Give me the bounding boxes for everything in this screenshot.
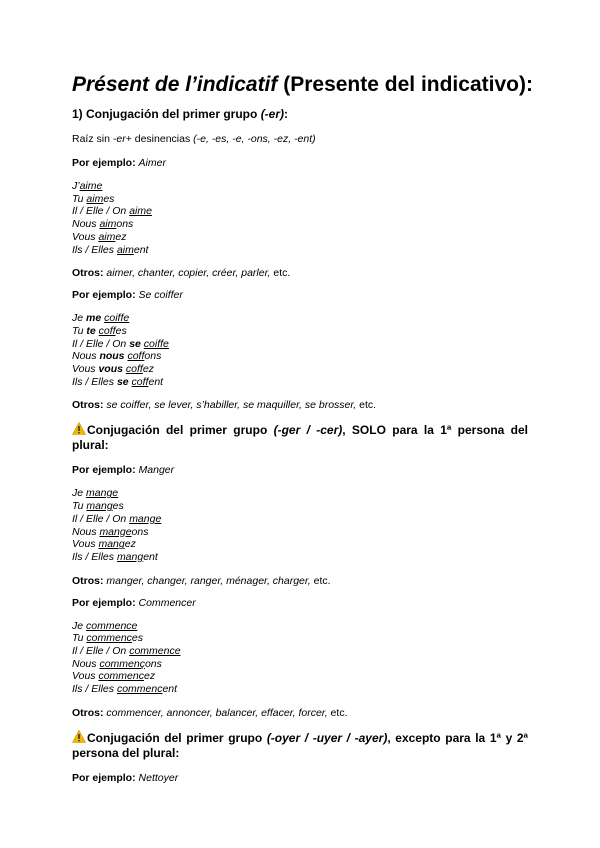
verb-ending: ent bbox=[143, 550, 158, 563]
pronoun: Ils / Elles bbox=[72, 683, 117, 696]
heading-suffix: : bbox=[284, 107, 289, 121]
heading-suffix: , SOLO para la 1ª persona del plural: bbox=[72, 423, 528, 453]
example-label: Por ejemplo: bbox=[72, 771, 136, 784]
section-3-heading bbox=[72, 730, 528, 761]
title-spanish: (Presente del indicativo): bbox=[277, 73, 533, 96]
verb-stem: coff bbox=[131, 375, 149, 388]
root-rule bbox=[72, 132, 528, 146]
pronoun: Je bbox=[72, 487, 87, 500]
heading-text: 1) Conjugación del primer grupo bbox=[72, 107, 261, 121]
pronoun: Il / Elle / On bbox=[72, 645, 130, 658]
others-etc: etc. bbox=[327, 706, 348, 719]
pronoun: Il / Elle / On bbox=[72, 337, 130, 350]
verb-stem: coff bbox=[98, 324, 116, 337]
others-line bbox=[72, 574, 528, 588]
others-etc: etc. bbox=[356, 399, 377, 412]
example-verb: Manger bbox=[138, 464, 175, 477]
verb-ending: ons bbox=[144, 350, 162, 363]
verb-stem: aim bbox=[98, 230, 116, 243]
verb-ending: es bbox=[112, 500, 124, 513]
conj-row bbox=[72, 205, 528, 218]
conj-row bbox=[72, 538, 528, 551]
verb-stem: commenç bbox=[99, 657, 145, 670]
conj-row bbox=[72, 500, 528, 513]
others-etc: etc. bbox=[310, 574, 331, 587]
example-verb: Nettoyer bbox=[138, 771, 179, 784]
example-label: Por ejemplo: bbox=[72, 464, 136, 477]
pronoun: J’ bbox=[72, 180, 80, 192]
others-list: manger, changer, ranger, ménager, charger, bbox=[106, 574, 311, 587]
example-label: Por ejemplo: bbox=[72, 157, 136, 169]
example-line bbox=[72, 463, 528, 477]
example-line bbox=[72, 156, 528, 170]
reflexive-pronoun: nous bbox=[99, 350, 125, 363]
example-verb: Commencer bbox=[138, 596, 196, 609]
example-verb: Aimer bbox=[138, 157, 166, 169]
others-label: Otros: bbox=[72, 706, 104, 719]
others-label: Otros: bbox=[72, 574, 104, 587]
verb-ending: es bbox=[131, 632, 144, 645]
conjugation-table bbox=[72, 312, 528, 388]
others-line bbox=[72, 266, 528, 280]
reflexive-pronoun: te bbox=[86, 324, 96, 337]
conj-row bbox=[72, 551, 528, 564]
verb-stem: mang bbox=[86, 500, 113, 513]
verb-ending: ons bbox=[131, 525, 149, 538]
warning-icon bbox=[72, 730, 86, 743]
conj-row bbox=[72, 632, 528, 645]
others-list: aimer, chanter, copier, créer, parler, bbox=[106, 267, 271, 280]
conj-row bbox=[72, 513, 528, 526]
pronoun: Vous bbox=[72, 670, 99, 683]
verb-ending: ez bbox=[124, 538, 136, 551]
verb-ending: es bbox=[115, 324, 127, 337]
reflexive-pronoun: vous bbox=[98, 363, 123, 376]
others-etc: etc. bbox=[270, 267, 291, 280]
heading-suffix: , excepto para la 1ª y 2ª persona del plural: bbox=[72, 730, 528, 760]
pronoun: Vous bbox=[72, 538, 99, 551]
heading-text: Conjugación del primer grupo bbox=[87, 730, 267, 745]
verb-stem: commenc bbox=[116, 683, 163, 696]
example-verb: Se coiffer bbox=[138, 289, 183, 302]
pronoun: Il / Elle / On bbox=[72, 205, 130, 218]
pronoun: Ils / Elles bbox=[72, 375, 117, 388]
root-endings: (-e, -es, -e, -ons, -ez, -ent) bbox=[193, 133, 316, 145]
pronoun: Il / Elle / On bbox=[72, 512, 130, 525]
conj-row bbox=[72, 231, 528, 244]
verb-ending: ez bbox=[143, 670, 156, 683]
conj-row bbox=[72, 363, 528, 376]
root-text: Raíz sin bbox=[72, 133, 113, 145]
section-1-heading bbox=[72, 107, 528, 122]
reflexive-pronoun: se bbox=[116, 375, 129, 388]
conj-row bbox=[72, 658, 528, 671]
verb-ending: ons bbox=[116, 218, 134, 231]
verb-stem: commenc bbox=[98, 670, 144, 683]
others-label: Otros: bbox=[72, 399, 104, 412]
reflexive-pronoun: se bbox=[129, 337, 141, 350]
others-label: Otros: bbox=[72, 267, 104, 280]
others-line bbox=[72, 706, 528, 720]
example-line bbox=[72, 288, 528, 302]
others-line bbox=[72, 398, 528, 412]
conjugation-table bbox=[72, 180, 528, 256]
verb-stem: aim bbox=[116, 243, 134, 256]
warning-icon bbox=[72, 422, 86, 435]
conjugation-table bbox=[72, 620, 528, 696]
conj-row bbox=[72, 325, 528, 338]
conj-row bbox=[72, 193, 528, 206]
conj-row bbox=[72, 620, 528, 633]
root-mid: + desinencias bbox=[125, 133, 194, 145]
conj-row bbox=[72, 218, 528, 231]
pronoun: Nous bbox=[72, 657, 100, 670]
verb-ending: ez bbox=[142, 363, 154, 376]
root-term: -er bbox=[112, 133, 126, 145]
heading-term: (-ger / -cer) bbox=[273, 423, 343, 438]
conj-row bbox=[72, 338, 528, 351]
pronoun: Tu bbox=[72, 500, 87, 513]
conjugation-table bbox=[72, 487, 528, 563]
example-label: Por ejemplo: bbox=[72, 596, 136, 609]
verb-ending: ons bbox=[144, 657, 162, 670]
conj-row bbox=[72, 683, 528, 696]
heading-text: Conjugación del primer grupo bbox=[87, 423, 274, 438]
pronoun: Ils / Elles bbox=[72, 243, 117, 256]
verb-stem: aim bbox=[99, 218, 117, 231]
pronoun: Tu bbox=[72, 192, 87, 205]
page-title bbox=[72, 72, 533, 98]
pronoun: Je bbox=[72, 312, 87, 325]
verb-stem: mang bbox=[116, 550, 144, 563]
conj-row bbox=[72, 244, 528, 257]
verb-ending: ent bbox=[133, 243, 149, 256]
conj-row bbox=[72, 180, 528, 193]
pronoun: Je bbox=[72, 619, 87, 632]
verb-stem: commence bbox=[86, 619, 138, 632]
pronoun: Tu bbox=[72, 324, 87, 337]
conj-row bbox=[72, 376, 528, 389]
verb-stem: mange bbox=[99, 525, 132, 538]
verb-stem: commence bbox=[129, 645, 181, 658]
conj-row bbox=[72, 526, 528, 539]
verb-ending: es bbox=[103, 192, 115, 205]
example-line bbox=[72, 596, 528, 610]
example-line bbox=[72, 771, 528, 785]
section-2-heading bbox=[72, 422, 528, 453]
reflexive-pronoun: me bbox=[86, 312, 102, 325]
verb-ending: ez bbox=[115, 230, 127, 243]
others-list: se coiffer, se lever, s’habiller, se maquiller, se brosser, bbox=[106, 399, 357, 412]
conj-row bbox=[72, 670, 528, 683]
verb-stem: coiffe bbox=[104, 312, 130, 325]
pronoun: Nous bbox=[72, 218, 100, 231]
example-label: Por ejemplo: bbox=[72, 289, 136, 302]
pronoun: Vous bbox=[72, 230, 99, 243]
conj-row bbox=[72, 487, 528, 500]
verb-ending: ent bbox=[162, 683, 178, 696]
verb-stem: aim bbox=[86, 192, 104, 205]
verb-stem: aime bbox=[79, 180, 103, 192]
heading-term: (-oyer / -uyer / -ayer) bbox=[266, 730, 388, 745]
verb-stem: commenc bbox=[86, 632, 132, 645]
conj-row bbox=[72, 312, 528, 325]
verb-ending: ent bbox=[148, 375, 164, 388]
conj-row bbox=[72, 645, 528, 658]
pronoun: Tu bbox=[72, 632, 87, 645]
heading-term: (-er) bbox=[260, 107, 285, 121]
conj-row bbox=[72, 350, 528, 363]
verb-stem: mang bbox=[98, 538, 125, 551]
pronoun: Vous bbox=[72, 363, 99, 376]
verb-stem: aime bbox=[129, 205, 152, 218]
verb-stem: mange bbox=[129, 512, 162, 525]
title-french: Présent de l’indicatif bbox=[72, 73, 278, 96]
document-page bbox=[72, 72, 533, 785]
verb-stem: coff bbox=[127, 350, 145, 363]
pronoun: Ils / Elles bbox=[72, 550, 117, 563]
pronoun: Nous bbox=[72, 525, 100, 538]
others-list: commencer, annoncer, balancer, effacer, forcer, bbox=[106, 706, 328, 719]
verb-stem: coiffe bbox=[143, 337, 169, 350]
verb-stem: mange bbox=[86, 487, 119, 500]
pronoun: Nous bbox=[72, 350, 100, 363]
verb-stem: coff bbox=[125, 363, 143, 376]
